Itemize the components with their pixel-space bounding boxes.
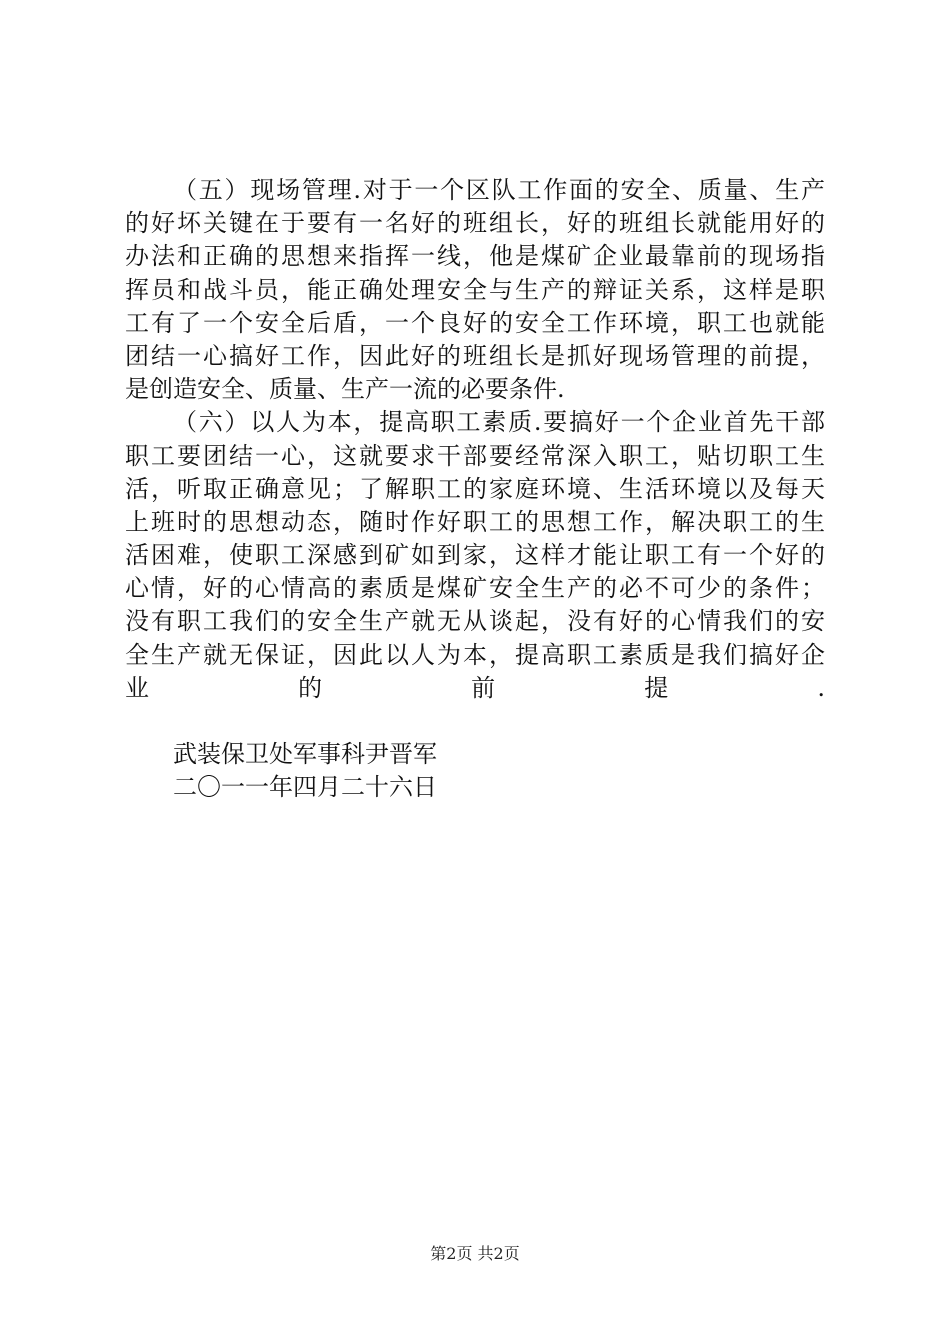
paragraph-line: 活，听取正确意见；了解职工的家庭环境、生活环境以及每天 — [125, 474, 825, 503]
paragraph-line: 的好坏关键在于要有一名好的班组长，好的班组长就能用好的 — [125, 209, 825, 238]
paragraph-line: 没有职工我们的安全生产就无从谈起，没有好的心情我们的安 — [125, 607, 825, 636]
paragraph-line: 工有了一个安全后盾，一个良好的安全工作环境，职工也就能 — [125, 308, 825, 337]
paragraph-line: （五）现场管理.对于一个区队工作面的安全、质量、生产 — [173, 176, 825, 204]
paragraph-line: 职工要团结一心，这就要求干部要经常深入职工，贴切职工生 — [125, 441, 825, 470]
paragraph-line: 全生产就无保证，因此以人为本，提高职工素质是我们搞好企 — [125, 640, 825, 669]
signature-date: 二〇一一年四月二十六日 — [173, 773, 437, 802]
paragraph-line: （六）以人为本，提高职工素质.要搞好一个企业首先干部 — [173, 408, 825, 437]
paragraph-people-oriented — [125, 406, 825, 738]
paragraph-line: 办法和正确的思想来指挥一线，他是煤矿企业最靠前的现场指 — [125, 242, 825, 271]
page-number-footer: 第2页 共2页 — [430, 1244, 520, 1263]
document-body — [125, 174, 825, 805]
paragraph-line: 活困难，使职工深感到矿如到家，这样才能让职工有一个好的 — [125, 541, 825, 570]
paragraph-line: 团结一心搞好工作，因此好的班组长是抓好现场管理的前提， — [125, 341, 825, 370]
signature-author: 武装保卫处军事科尹晋军 — [173, 740, 437, 769]
paragraph-site-management — [125, 174, 825, 406]
paragraph-line: 挥员和战斗员，能正确处理安全与生产的辩证关系，这样是职 — [125, 275, 825, 304]
paragraph-line — [125, 705, 825, 738]
paragraph-line: 业的前提. — [125, 673, 825, 702]
signature-block — [125, 738, 825, 804]
paragraph-line: 是创造安全、质量、生产一流的必要条件. — [125, 375, 565, 404]
paragraph-line: 心情，好的心情高的素质是煤矿安全生产的必不可少的条件； — [125, 574, 825, 603]
paragraph-line: 上班时的思想动态，随时作好职工的思想工作，解决职工的生 — [125, 507, 825, 536]
